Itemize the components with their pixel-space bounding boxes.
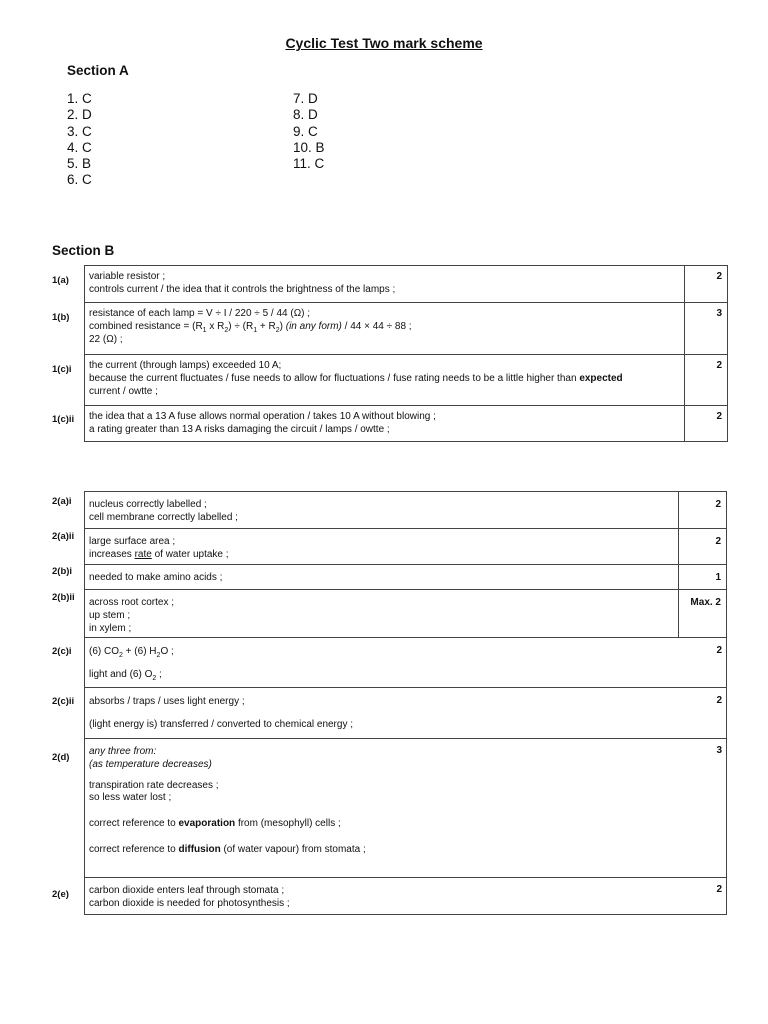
answer-line: large surface area ; xyxy=(89,536,176,547)
question-label: 2(e) xyxy=(52,889,69,900)
mark-cell: 2 xyxy=(684,354,728,406)
answer-line: light and (6) $O_2$ ; xyxy=(89,668,162,682)
answer-cell xyxy=(84,637,727,688)
answer-line: the current (through lamps) exceeded 10 A; xyxy=(89,360,282,371)
answer-line: combined resistance = ($R_1$ x $R_2) \div (R_1 + R_2)$ (in any form) / 44 × 44 ÷ 88 ; xyxy=(89,320,412,334)
section-b-heading: Section B xyxy=(52,243,115,258)
answer-line: because the current fluctuates / fuse needs to allow for fluctuations / fuse rating needs to be a little higher than expected xyxy=(89,372,623,384)
question-label: 2(b)i xyxy=(52,566,73,577)
answer-cell xyxy=(84,528,679,565)
answer-line: controls current / the idea that it controls the brightness of the lamps ; xyxy=(89,283,396,295)
answer-line: correct reference to evaporation from (mesophyll) cells ; xyxy=(89,818,341,830)
answer-item: 8. D xyxy=(293,107,318,123)
question-label: 2(c)ii xyxy=(52,696,75,707)
answer-item: 7. D xyxy=(293,91,318,106)
answer-line: needed to make amino acids ; xyxy=(89,572,223,583)
answer-item: 11. C xyxy=(293,156,325,172)
answer-item: 1. C xyxy=(67,91,92,106)
answer-item: 4. C xyxy=(67,139,92,155)
section-a-answers-right xyxy=(293,91,325,172)
answer-line: transpiration rate decreases ; xyxy=(89,779,219,791)
answer-line: current / owtte ; xyxy=(89,385,158,397)
section-a-answers-left xyxy=(67,91,92,189)
answer-line: correct reference to diffusion (of water vapour) from stomata ; xyxy=(89,843,366,855)
answer-line: the idea that a 13 A fuse allows normal operation / takes 10 A without blowing ; xyxy=(89,411,436,422)
answer-line: up stem ; xyxy=(89,609,131,621)
answer-cell xyxy=(84,877,727,915)
answer-item: 5. B xyxy=(67,156,92,172)
mark-cell: 2 xyxy=(684,265,728,303)
section-a-heading: Section A xyxy=(67,63,129,78)
mark-cell: 2 xyxy=(716,695,722,706)
answer-cell xyxy=(84,265,685,303)
question-label: 1(c)i xyxy=(52,364,72,375)
answer-line: any three from: xyxy=(89,746,157,757)
answer-cell xyxy=(84,302,685,355)
question-label: 1(c)ii xyxy=(52,414,75,425)
answer-line: 22 (Ω) ; xyxy=(89,333,123,345)
answer-line: in xylem ; xyxy=(89,622,132,634)
answer-line: across root cortex ; xyxy=(89,597,175,608)
answer-line: a rating greater than 13 A risks damaging the circuit / lamps / owtte ; xyxy=(89,423,390,435)
question-label: 2(b)ii xyxy=(52,592,75,603)
mark-cell: 2 xyxy=(678,491,727,529)
answer-line: nucleus correctly labelled ; xyxy=(89,499,207,510)
mark-cell: 2 xyxy=(684,405,728,442)
question-label: 1(a) xyxy=(52,275,69,286)
question-label: 1(b) xyxy=(52,312,70,323)
question-label: 2(a)ii xyxy=(52,531,75,542)
answer-line: (light energy is) transferred / converted to chemical energy ; xyxy=(89,718,354,730)
answer-cell xyxy=(84,687,727,739)
answer-cell xyxy=(84,405,685,442)
answer-item: 9. C xyxy=(293,123,318,139)
question-label: 2(a)i xyxy=(52,496,72,507)
answer-cell xyxy=(84,491,679,529)
answer-cell xyxy=(84,564,679,590)
mark-cell: 3 xyxy=(684,302,728,355)
answer-line: increases rate of water uptake ; xyxy=(89,548,229,560)
answer-item: 3. C xyxy=(67,123,92,139)
answer-line: carbon dioxide is needed for photosynthesis ; xyxy=(89,897,290,909)
answer-cell xyxy=(84,589,679,638)
answer-line: absorbs / traps / uses light energy ; xyxy=(89,696,245,707)
question-label: 2(c)i xyxy=(52,646,72,657)
answer-cell xyxy=(84,738,727,878)
mark-cell: 1 xyxy=(678,564,727,590)
mark-cell: 3 xyxy=(716,745,722,756)
answer-cell xyxy=(84,354,685,406)
answer-line: so less water lost ; xyxy=(89,792,172,804)
answer-line: (6) $CO_2 + (6)$ $H_2O$ ; xyxy=(89,646,174,659)
answer-item: 2. D xyxy=(67,107,92,123)
question-label: 2(d) xyxy=(52,752,70,763)
answer-line: (as temperature decreases) xyxy=(89,758,212,770)
answer-line: variable resistor ; xyxy=(89,271,166,282)
mark-cell: 2 xyxy=(716,645,722,656)
answer-item: 10. B xyxy=(293,139,325,155)
mark-cell: Max. 2 xyxy=(678,589,727,638)
mark-cell: 2 xyxy=(678,528,727,565)
answer-line: resistance of each lamp = V ÷ I / 220 ÷ 5 / 44 (Ω) ; xyxy=(89,308,311,319)
mark-cell: 2 xyxy=(716,884,722,895)
page-title: Cyclic Test Two mark scheme xyxy=(285,35,483,51)
answer-line: carbon dioxide enters leaf through stomata ; xyxy=(89,885,285,896)
answer-line: cell membrane correctly labelled ; xyxy=(89,511,238,523)
answer-item: 6. C xyxy=(67,172,92,188)
